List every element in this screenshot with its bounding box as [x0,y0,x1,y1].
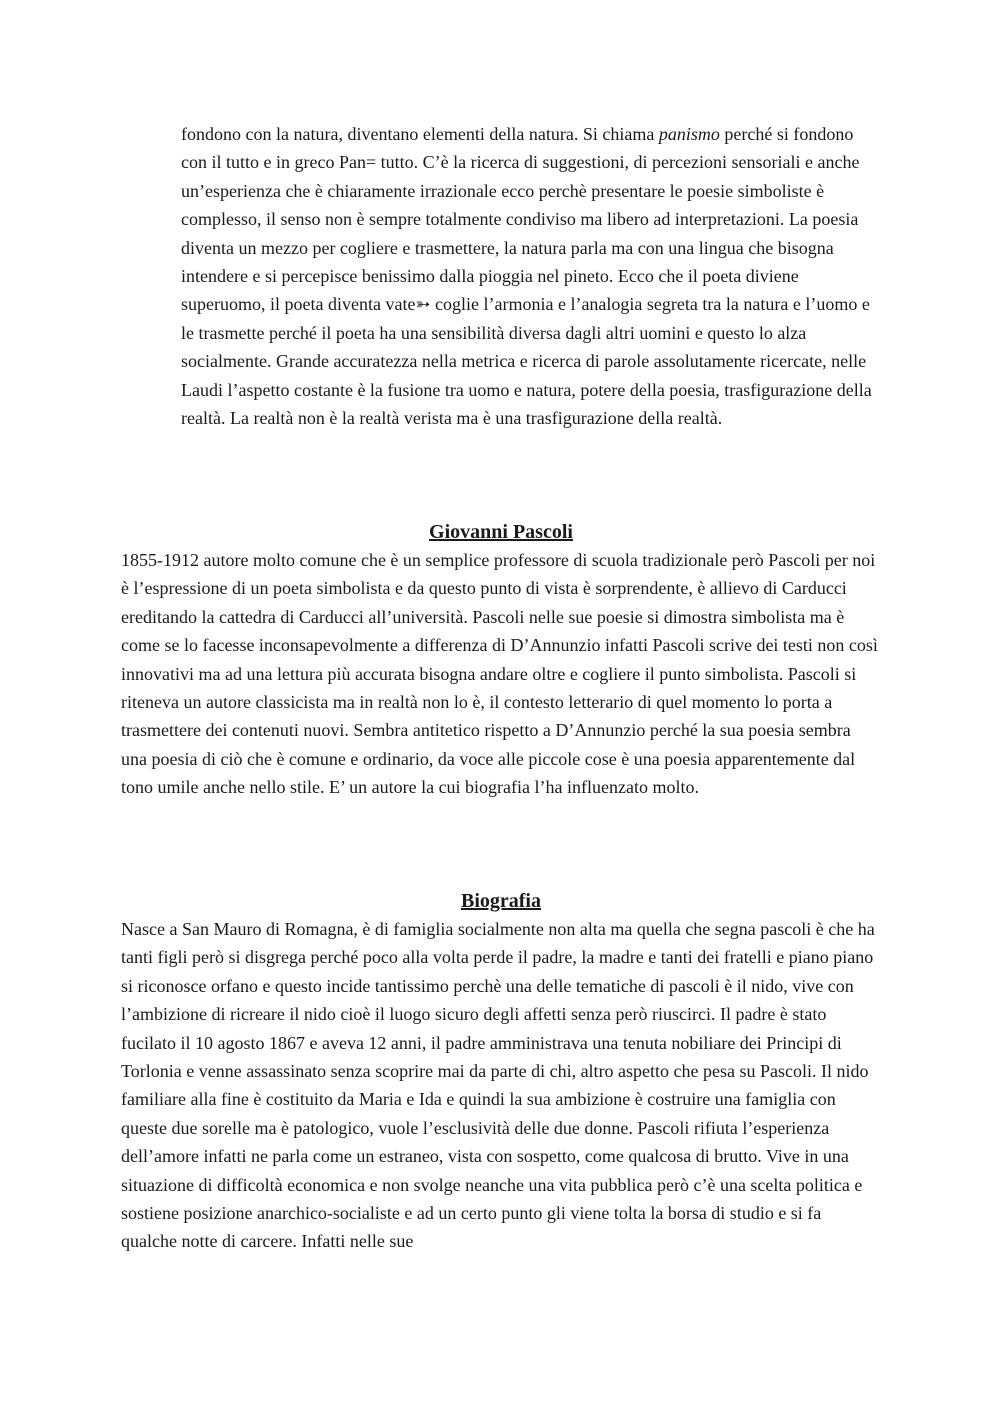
pascoli-section [121,518,881,802]
biografia-paragraph: Nasce a San Mauro di Romagna, è di famiglia socialmente non alta ma quella che segna pascoli è che ha tanti figli però si disgrega perché poco alla volta perde il padre, la madre e tanti dei fratelli e piano piano si riconosce orfano e questo incide tantissimo perchè una delle tematiche di pascoli è il nido, vive con l’ambizione di ricreare il nido cioè il luogo sicuro degli affetti senza però riuscirci. Il padre è stato fucilato il 10 agosto 1867 e aveva 12 anni, il padre amministrava una tenuta nobiliare dei Principi di Torlonia e venne assassinato senza scoprire mai da parte di chi, altro aspetto che pesa su Pascoli. Il nido familiare alla fine è costituito da Maria e Ida e quindi la sua ambizione è costruire una famiglia con queste due sorelle ma è patologico, vuole l’esclusività delle due donne. Pascoli rifiuta l’esperienza dell’amore infatti ne parla come un estraneo, vista con sospetto, come qualcosa di brutto. Vive in una situazione di difficoltà economica e non svolge neanche una vita pubblica però c’è una scelta politica e sostiene posizione anarchico-socialiste e ad un certo punto gli viene tolta la borsa di studio e si fa qualche notte di carcere. Infatti nelle sue [121,919,875,1252]
pascoli-paragraph: 1855-1912 autore molto comune che è un semplice professore di scuola tradizionale però Pascoli per noi è l’espressione di un poeta simbolista e da questo punto di vista è sorprendente, è allievo di Carducci ereditando la cattedra di Carducci all’università. Pascoli nelle sue poesie si dimostra simbolista ma è come se lo facesse inconsapevolmente a differenza di D’Annunzio infatti Pascoli scrive dei testi non così innovativi ma ad una lettura più accurata bisogna andare oltre e cogliere il punto simbolista. Pascoli si riteneva un autore classicista ma in realtà non lo è, il contesto letterario di quel momento lo porta a trasmettere dei contenuti nuovi. Sembra antitetico rispetto a D’Annunzio perché la sua poesia sembra una poesia di ciò che è comune e ordinario, da voce alle piccole cose è una poesia apparentemente dal tono umile anche nello stile. E’ un autore la cui biografia l’ha influenzato molto. [121,550,878,798]
intro-text-rest: perché si fondono con il tutto e in greco Pan= tutto. C’è la ricerca di suggestioni, di percezioni sensoriali e anche un’esperienza che è chiaramente irrazionale ecco perchè presentare le poesie simboliste è complesso, il senso non è sempre totalmente condiviso ma libero ad interpretazioni. La poesia diventa un mezzo per cogliere e trasmettere, la natura parla ma con una lingua che bisogna intendere e si percepisce benissimo dalla pioggia nel pineto. Ecco che il poeta diviene superuomo, il poeta diventa vate➳ coglie l’armonia e l’analogia segreta tra la natura e l’uomo e le trasmette perché il poeta ha una sensibilità diversa dagli altri uomini e questo lo alza socialmente. Grande accuratezza nella metrica e ricerca di parole assolutamente ricercate, nelle Laudi l’aspetto costante è la fusione tra uomo e natura, potere della poesia, trasfigurazione della realtà. La realtà non è la realtà verista ma è una trasfigurazione della realtà. [181,124,872,429]
panismo-term: panismo [658,124,720,144]
intro-paragraph [181,120,881,432]
biografia-section [121,887,881,1256]
pascoli-heading: Giovanni Pascoli [429,521,573,543]
biografia-heading: Biografia [461,890,541,912]
intro-text-start: fondono con la natura, diventano elementi della natura. Si chiama [181,124,659,144]
